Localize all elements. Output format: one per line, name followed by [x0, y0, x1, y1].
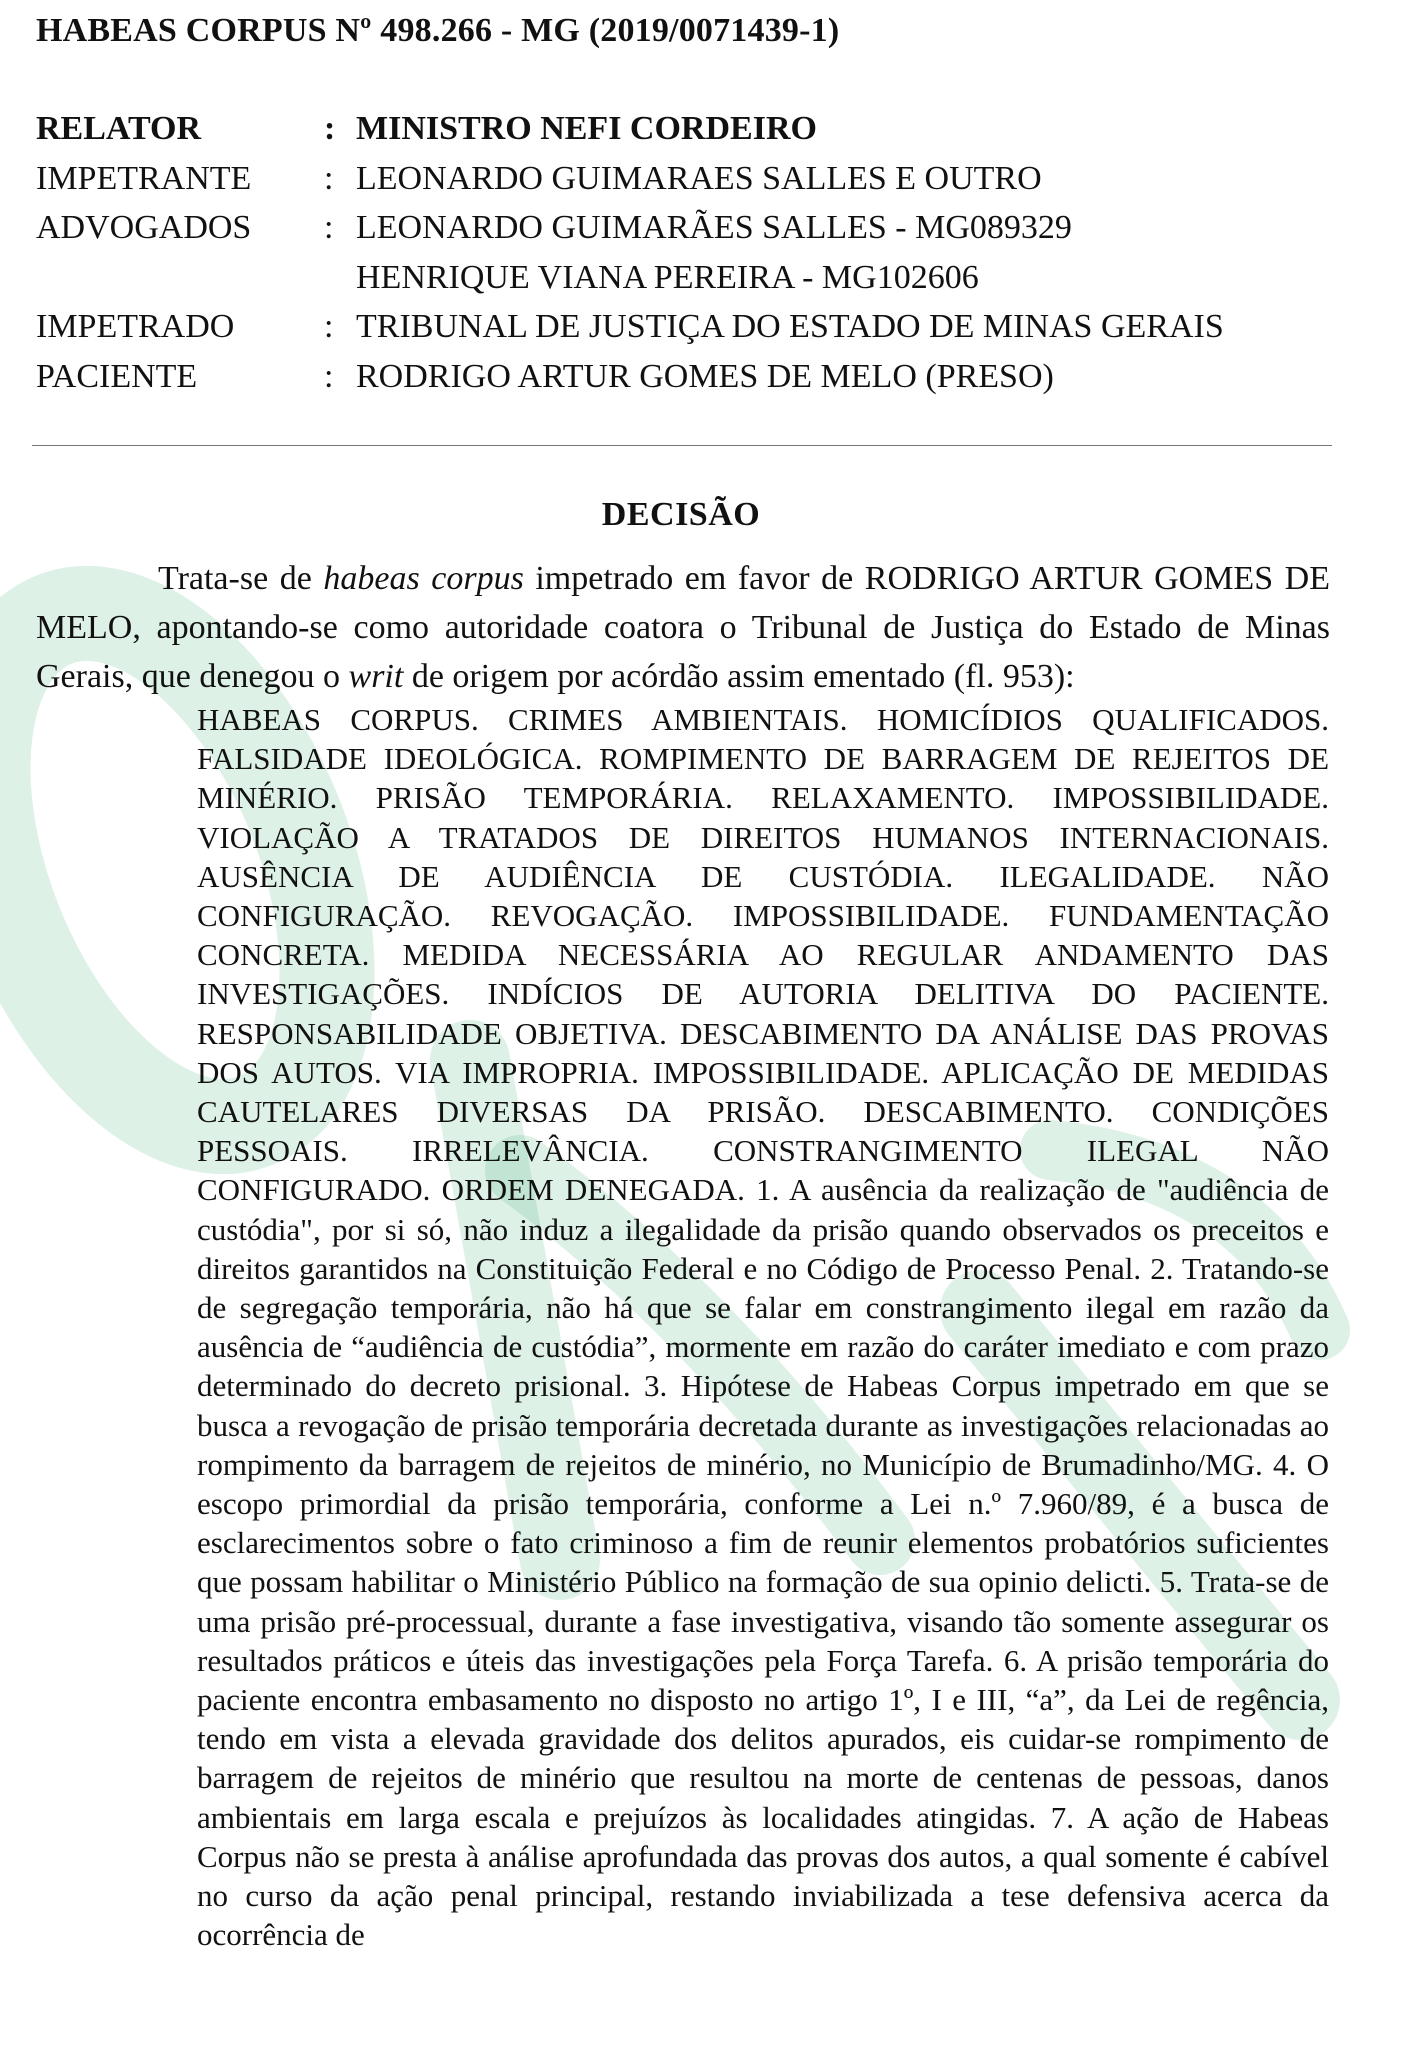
intro-text: impetrado em favor de RODRIGO ARTUR GOMES DE MELO, apontando-se como autoridade coatora o Tribunal de Justiça do Estado de Minas Gerais, que denegou o	[36, 560, 1330, 695]
party-value: LEONARDO GUIMARÃES SALLES - MG089329	[356, 209, 1072, 246]
party-value: HENRIQUE VIANA PEREIRA - MG102606	[356, 258, 979, 296]
party-value: RODRIGO ARTUR GOMES DE MELO (PRESO)	[356, 357, 1054, 395]
party-separator: :	[324, 110, 336, 147]
party-value: MINISTRO NEFI CORDEIRO	[356, 110, 817, 147]
party-label: IMPETRANTE	[36, 159, 252, 197]
party-separator: :	[324, 308, 334, 345]
intro-text: Trata-se de	[158, 560, 324, 597]
horizontal-divider	[32, 445, 1332, 446]
party-label: ADVOGADOS	[36, 209, 252, 246]
party-label: IMPETRADO	[36, 308, 235, 345]
party-separator: :	[324, 209, 334, 246]
intro-text: de origem por acórdão assim ementado (fl. 953):	[403, 658, 1075, 695]
intro-italic-term: writ	[348, 658, 404, 695]
decision-heading: DECISÃO	[601, 496, 761, 533]
party-label: RELATOR	[36, 110, 202, 147]
case-title: HABEAS CORPUS Nº 498.266 - MG (2019/0071439-1)	[36, 12, 840, 49]
party-label: PACIENTE	[36, 357, 198, 395]
party-value: TRIBUNAL DE JUSTIÇA DO ESTADO DE MINAS GERAIS	[356, 308, 1224, 345]
intro-italic-term: habeas corpus	[323, 560, 524, 597]
ementa-quote: HABEAS CORPUS. CRIMES AMBIENTAIS. HOMICÍDIOS QUALIFICADOS. FALSIDADE IDEOLÓGICA. ROMPIMENTO DE BARRAGEM DE REJEITOS DE MINÉRIO. PRISÃO TEMPORÁRIA. RELAXAMENTO. IMPOSSIBILIDADE. VIOLAÇÃO A TRATADOS DE DIREITOS HUMANOS INTERNACIONAIS. AUSÊNCIA DE AUDIÊNCIA DE CUSTÓDIA. ILEGALIDADE. NÃO CONFIGURAÇÃO. REVOGAÇÃO. IMPOSSIBILIDADE. FUNDAMENTAÇÃO CONCRETA. MEDIDA NECESSÁRIA AO REGULAR ANDAMENTO DAS INVESTIGAÇÕES. INDÍCIOS DE AUTORIA DELITIVA DO PACIENTE. RESPONSABILIDADE OBJETIVA. DESCABIMENTO DA ANÁLISE DAS PROVAS DOS AUTOS. VIA IMPROPRIA. IMPOSSIBILIDADE. APLICAÇÃO DE MEDIDAS CAUTELARES DIVERSAS DA PRISÃO. DESCABIMENTO. CONDIÇÕES PESSOAIS. IRRELEVÂNCIA. CONSTRANGIMENTO ILEGAL NÃO CONFIGURADO. ORDEM DENEGADA. 1. A ausência da realização de "audiência de custódia", por si só, não induz a ilegalidade da prisão quando observados os preceitos e direitos garantidos na Constituição Federal e no Código de Processo Penal. 2. Tratando-se de segregação temporária, não há que se falar em constrangimento ilegal em razão da ausência de “audiência de custódia”, mormente em razão do caráter imediato e com prazo determinado do decreto prisional. 3. Hipótese de Habeas Corpus impetrado em que se busca a revogação de prisão temporária decretada durante as investigações relacionadas ao rompimento da barragem de rejeitos de minério, no Município de Brumadinho/MG. 4. O escopo primordial da prisão temporária, conforme a Lei n.º 7.960/89, é a busca de esclarecimentos sobre o fato criminoso a fim de reunir elementos probatórios suficientes que possam habilitar o Ministério Público na formação de sua opinio delicti. 5. Trata-se de uma prisão pré-processual, durante a fase investigativa, visando tão somente assegurar os resultados práticos e úteis das investigações pela Força Tarefa. 6. A prisão temporária do paciente encontra embasamento no disposto no artigo 1º, I e III, “a”, da Lei de regência, tendo em vista a elevada gravidade dos delitos apurados, eis cuidar-se rompimento de barragem de rejeitos de minério que resultou na morte de centenas de pessoas, danos ambientais em larga escala e prejuízos às localidades atingidas. 7. A ação de Habeas Corpus não se presta à análise aprofundada das provas dos autos, a qual somente é cabível no curso da ação penal principal, restando inviabilizada a tese defensiva acerca da ocorrência de	[197, 702, 1329, 1953]
party-separator: :	[324, 159, 334, 197]
party-separator: :	[324, 357, 334, 395]
intro-paragraph	[36, 554, 1330, 701]
party-value: LEONARDO GUIMARAES SALLES E OUTRO	[356, 159, 1042, 197]
